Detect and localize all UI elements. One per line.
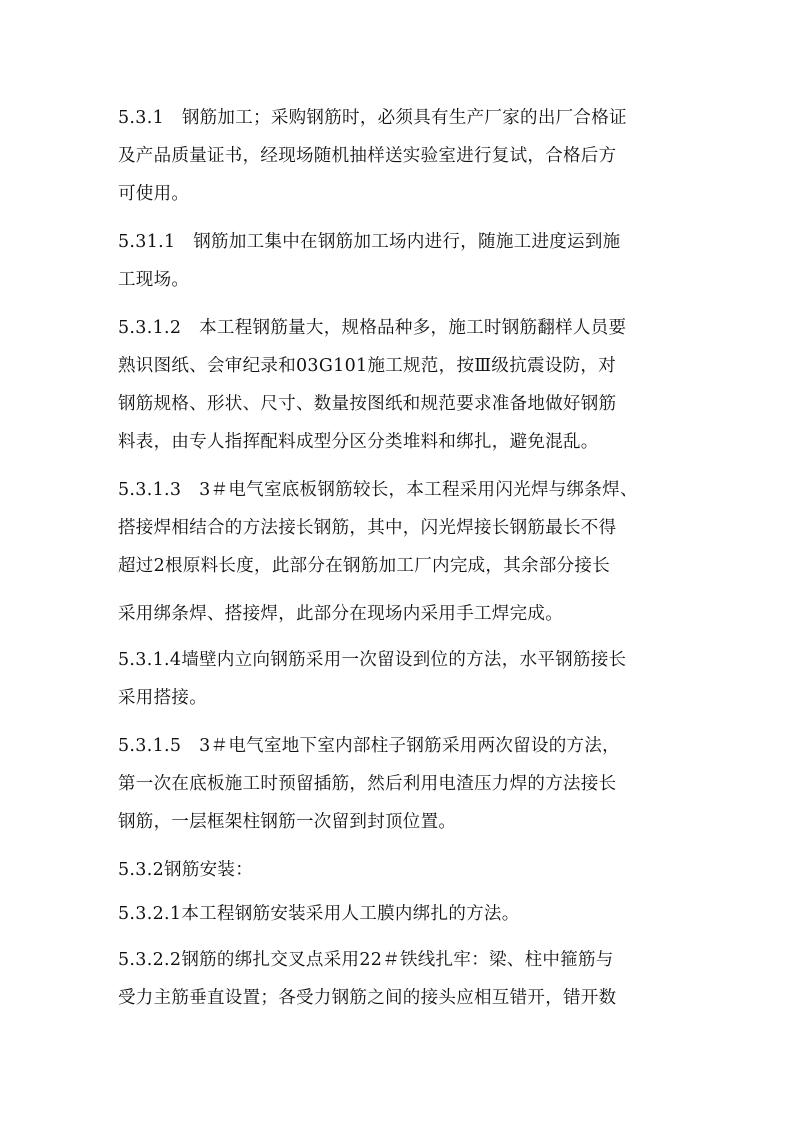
text-line: 钢筋规格、形状、尺寸、数量按图纸和规范要求准备地做好钢筋 xyxy=(118,394,617,414)
text-line: 采用绑条焊、搭接焊，此部分在现场内采用手工焊完成。 xyxy=(118,604,563,624)
text-line: 超过2根原料长度，此部分在钢筋加工厂内完成，其余部分接长 xyxy=(118,556,611,576)
text-line: 5.3.2钢筋安装： xyxy=(118,860,254,880)
text-line: 5.3.1.5 3＃电气室地下室内部柱子钢筋采用两次留设的方法， xyxy=(118,736,620,756)
text-line: 5.3.1 钢筋加工；采购钢筋时，必须具有生产厂家的出厂合格证 xyxy=(118,108,627,128)
text-line: 5.31.1 钢筋加工集中在钢筋加工场内进行，随施工进度运到施 xyxy=(118,232,621,252)
text-line: 5.3.1.4墙壁内立向钢筋采用一次留设到位的方法，水平钢筋接长 xyxy=(118,650,627,670)
text-line: 5.3.2.1本工程钢筋安装采用人工膜内绑扎的方法。 xyxy=(118,904,520,924)
text-line: 熟识图纸、会审纪录和03G101施工规范，按Ⅲ级抗震设防，对 xyxy=(118,356,617,376)
text-line: 搭接焊相结合的方法接长钢筋，其中，闪光焊接长钢筋最长不得 xyxy=(118,518,617,538)
text-line: 料表，由专人指挥配料成型分区分类堆料和绑扎，避免混乱。 xyxy=(118,432,599,452)
text-line: 采用搭接。 xyxy=(118,688,207,708)
text-line: 可使用。 xyxy=(118,184,190,204)
text-line: 5.3.1.2 本工程钢筋量大，规格品种多，施工时钢筋翻样人员要 xyxy=(118,318,627,338)
text-line: 受力主筋垂直设置；各受力钢筋之间的接头应相互错开，错开数 xyxy=(118,988,617,1008)
text-line: 第一次在底板施工时预留插筋，然后利用电渣压力焊的方法接长 xyxy=(118,774,617,794)
text-line: 及产品质量证书，经现场随机抽样送实验室进行复试，合格后方 xyxy=(118,146,617,166)
text-line: 5.3.1.3 3＃电气室底板钢筋较长，本工程采用闪光焊与绑条焊、 xyxy=(118,480,638,500)
text-line: 钢筋，一层框架柱钢筋一次留到封顶位置。 xyxy=(118,812,457,832)
text-line: 工现场。 xyxy=(118,270,190,290)
text-line: 5.3.2.2钢筋的绑扎交叉点采用22＃铁线扎牢：梁、柱中箍筋与 xyxy=(118,950,614,970)
